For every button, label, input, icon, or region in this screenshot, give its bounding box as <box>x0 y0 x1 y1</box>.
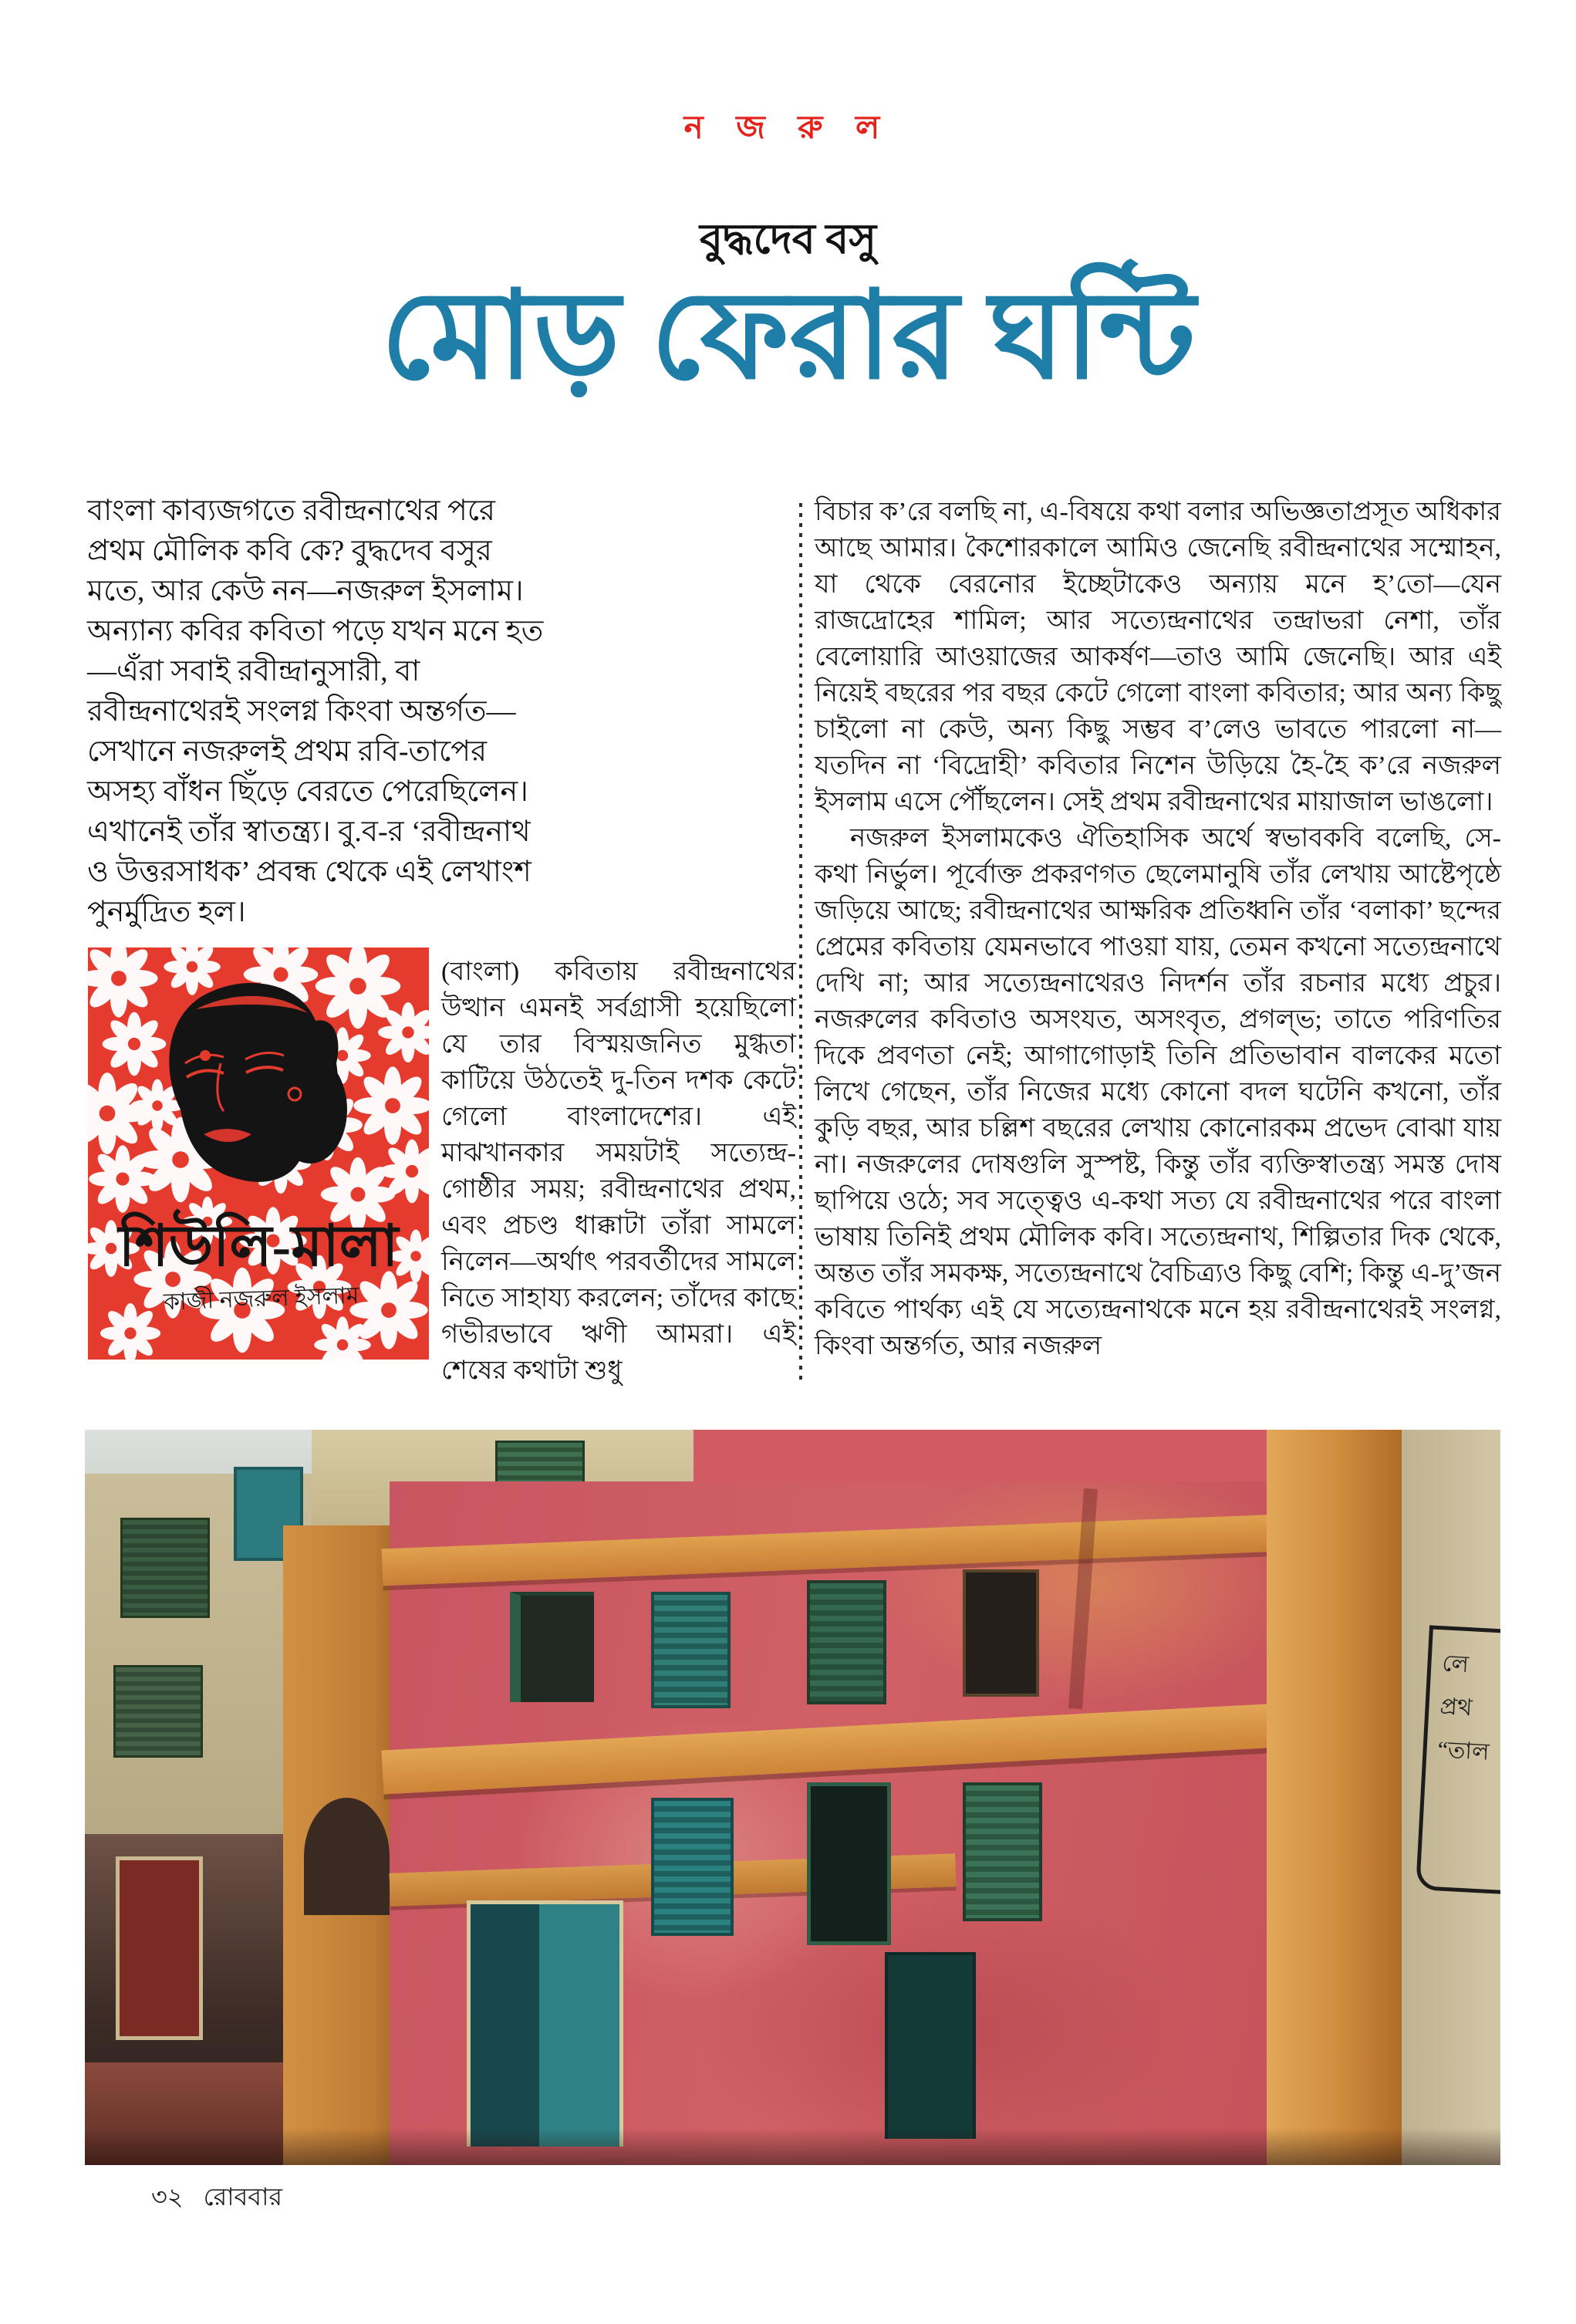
shuttered-window <box>510 1592 594 1702</box>
magazine-name: রোববার <box>203 2183 282 2211</box>
shuttered-window <box>651 1592 731 1708</box>
shuttered-window <box>651 1798 734 1937</box>
plaque-text: “তাল <box>1436 1737 1490 1765</box>
article-title: মোড় ফেরার ঘন্টি <box>380 269 1196 404</box>
green-shuttered-window <box>113 1665 203 1758</box>
page-footer <box>151 2177 282 2219</box>
shuttered-window <box>963 1569 1040 1697</box>
article-paragraph: বিচার ক’রে বলছি না, এ-বিষয়ে কথা বলার অভিজ্ঞতাপ্রসূত অধিকার আছে আমার। কৈশোরকালে আমিও জেনেছি রবীন্দ্রনাথের সম্মোহন, যা থেকে বেরনোর ইচ্ছেটাকেও অন্যায় মনে হ’তো—যেন রাজদ্রোহের শামিল; আর সত্যেন্দ্রনাথের তন্দ্রাভরা নেশা, তাঁর বেলোয়ারি আওয়াজের আকর্ষণ—তাও আমি জেনেছি। আর এই নিয়েই বছরের পর বছর কেটে গেলো বাংলা কবিতার; আর অন্য কিছু চাইলো না কেউ, অন্য কিছু সম্ভব ব’লেও ভাবতে পারলো না—যতদিন না ‘বিদ্রোহী’ কবিতার নিশেন উড়িয়ে হৈ-হৈ ক’রে নজরুল ইসলাম এসে পৌঁছলেন। সেই প্রথম রবীন্দ্রনাথের মায়াজাল ভাঙলো। <box>815 498 1501 816</box>
plaque-text: প্রথ <box>1439 1694 1473 1721</box>
dark-doorway <box>885 1952 976 2139</box>
teal-double-door <box>467 1900 623 2147</box>
shuttered-window <box>807 1580 886 1704</box>
article-column-right <box>815 494 1501 1364</box>
book-cover-illustration <box>88 948 429 1360</box>
marble-plaque <box>1416 1626 1500 1896</box>
article-paragraph: নজরুল ইসলামকেও ঐতিহাসিক অর্থে স্বভাবকবি বলেছি, সে-কথা নির্ভুল। পূর্বোক্ত প্রকরণগত ছেলেমানুষি তাঁর লেখায় আষ্টেপৃষ্ঠে জড়িয়ে আছে; রবীন্দ্রনাথের আক্ষরিক প্রতিধ্বনি তাঁর ‘বলাকা’ ছন্দের প্রেমের কবিতায় যেমনভাবে পাওয়া যায়, তেমন কখনো সত্যেন্দ্রনাথে দেখি না; আর সত্যেন্দ্রনাথেরও নিদর্শন তাঁর রচনার মধ্যে প্রচুর। নজরুলের কবিতাও অসংযত, অসংবৃত, প্রগল্ভ; তাতে পরিণতির দিকে প্রবণতা নেই; আগাগোড়াই তিনি প্রতিভাবান বালকের মতো লিখে গেছেন, তাঁর নিজের মধ্যে কোনো বদল ঘটেনি কখনো, তাঁর কুড়ি বছর, আর চল্লিশ বছরের লেখায় কোনোরকম প্রভেদ বোঝা যায় না। নজরুলের দোষগুলি সুস্পষ্ট, কিন্তু তাঁর ব্যক্তিস্বাতন্ত্র্য সমস্ত দোষ ছাপিয়ে ওঠে; সব সত্ত্বেও এ-কথা সত্য যে রবীন্দ্রনাথের পরে বাংলা ভাষায় তিনিই প্রথম মৌলিক কবি। সত্যেন্দ্রনাথ, শিল্পিতার দিক থেকে, অন্তত তাঁর সমকক্ষ, সত্যেন্দ্রনাথে বৈচিত্র্যও কিছু বেশি; কিন্তু এ-দু’জন কবিতে পার্থক্য এই যে সত্যেন্দ্রনাথকে মনে হয় রবীন্দ্রনাথেরই সংলগ্ন, কিংবা অন্তর্গত, আর নজরুল <box>815 824 1501 1360</box>
section-kicker: ন জ রু ল <box>683 110 893 146</box>
plaque-text: লে <box>1441 1650 1470 1678</box>
red-door <box>116 1856 203 2041</box>
street-photograph <box>85 1430 1500 2165</box>
arch-opening <box>304 1798 389 1915</box>
intro-paragraph: বাংলা কাব্যজগতে রবীন্দ্রনাথের পরে প্রথম মৌলিক কবি কে? বুদ্ধদেব বসুর মতে, আর কেউ নন—নজরুল ইসলাম। অন্যান্য কবির কবিতা পড়ে যখন মনে হত—এঁরা সবাই রবীন্দ্রানুসারী, বা রবীন্দ্রনাথেরই সংলগ্ন কিংবা অন্তর্গত—সেখানে নজরুলই প্রথম রবি-তাপের অসহ্য বাঁধন ছিঁড়ে বেরতে পেরেছিলেন। এখানেই তাঁর স্বাতন্ত্র্য। বু.ব-র ‘রবীন্দ্রনাথ ও উত্তরসাধক’ প্রবন্ধ থেকে এই লেখাংশ পুনর্মুদ্রিত হল। <box>87 495 544 928</box>
orange-corner-pillar <box>1267 1430 1401 2165</box>
author-byline: বুদ্ধদেব বসু <box>699 216 876 262</box>
ground-shadow <box>85 2128 1500 2165</box>
dotted-column-divider <box>799 503 802 1384</box>
shuttered-window <box>963 1782 1042 1921</box>
cover-title: শিউলি-মালা <box>118 1215 399 1279</box>
page-number: ৩২ <box>151 2183 184 2211</box>
article-column-middle: (বাংলা) কবিতায় রবীন্দ্রনাথের উত্থান এমনই সর্বগ্রাসী হয়েছিলো যে তার বিস্ময়জনিত মুগ্ধতা কাটিয়ে উঠতেই দু-তিন দশক কেটে গেলো বাংলাদেশের। এই মাঝখানকার সময়টাই সত্যেন্দ্র-গোষ্ঠীর সময়; রবীন্দ্রনাথের প্রথম, এবং প্রচণ্ড ধাক্কাটা তাঁরা সামলে নিলেন—অর্থাৎ পরবর্তীদের সামলে নিতে সাহায্য করলেন; তাঁদের কাছে গভীরভাবে ঋণী আমরা। এই শেষের কথাটা শুধু <box>441 958 796 1385</box>
shuttered-window <box>807 1782 891 1944</box>
green-shuttered-window <box>120 1518 210 1618</box>
cover-author: কাজী নজরুল ইসলাম <box>163 1282 359 1316</box>
